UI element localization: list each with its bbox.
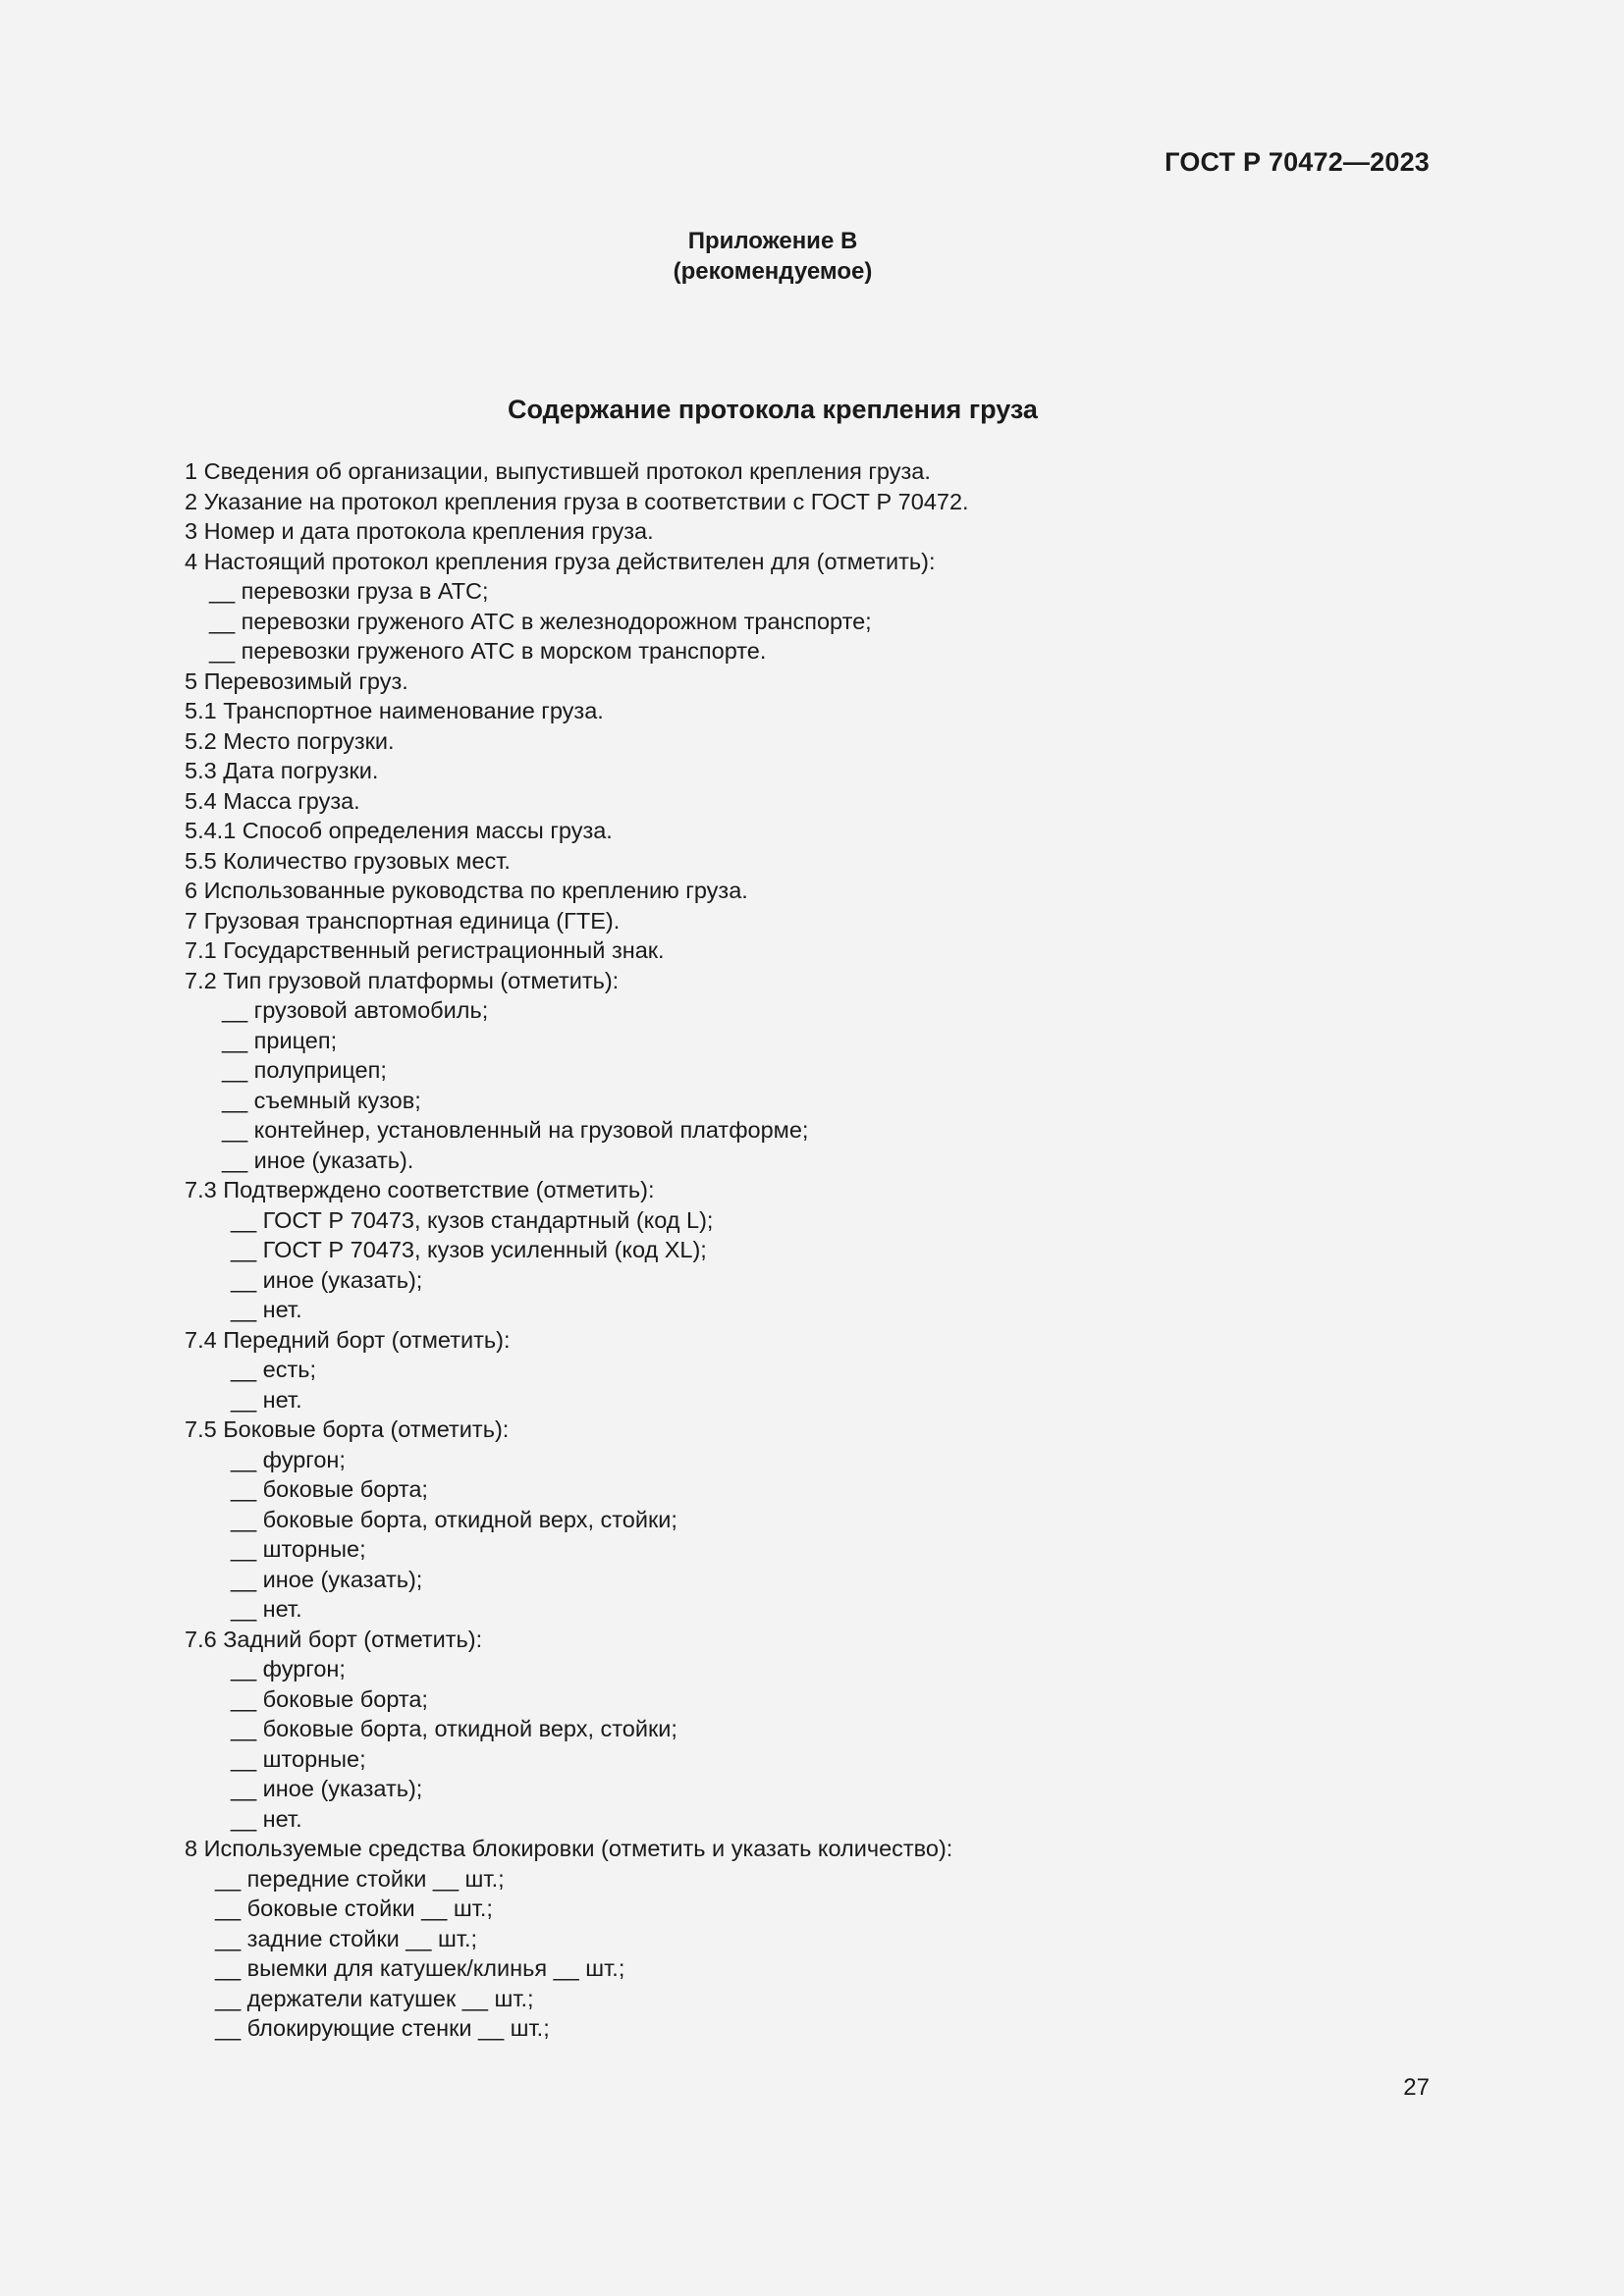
checkbox-option-item: __ нет. <box>231 1297 302 1322</box>
appendix-heading <box>0 226 1545 287</box>
checkbox-option-item: __ иное (указать). <box>222 1147 414 1173</box>
appendix-title: Приложение В <box>687 228 858 254</box>
checkbox-option-item: __ перевозки груженого АТС в железнодорожном транспорте; <box>209 608 872 634</box>
list-item: 7.3 Подтверждено соответствие (отметить): <box>185 1177 655 1202</box>
checkbox-option-item: __ ГОСТ Р 70473, кузов стандартный (код L); <box>231 1206 714 1233</box>
list-item: 7.5 Боковые борта (отметить): <box>185 1416 510 1442</box>
list-item: 5 Перевозимый груз. <box>185 667 408 694</box>
page-number: 27 <box>1403 2074 1430 2101</box>
checkbox-option-item: __ нет. <box>231 1596 302 1622</box>
list-item: 5.5 Количество грузовых мест. <box>185 847 511 874</box>
checkbox-option-item: __ боковые стойки __ шт.; <box>215 1896 493 1921</box>
checkbox-option-item: __ грузовой автомобиль; <box>222 997 489 1023</box>
checkbox-option-item: __ контейнер, установленный на грузовой платформе; <box>222 1117 809 1143</box>
checkbox-option-item: __ перевозки груза в АТС; <box>209 578 489 604</box>
checkbox-option-item: __ полуприцеп; <box>222 1057 387 1083</box>
list-item: 8 Используемые средства блокировки (отметить и указать количество): <box>185 1836 953 1861</box>
checkbox-option-item: __ иное (указать); <box>231 1566 423 1592</box>
checkbox-option-item: __ ГОСТ Р 70473, кузов усиленный (код XL); <box>231 1237 707 1262</box>
checkbox-option-item: __ иное (указать); <box>231 1776 423 1801</box>
checkbox-option-item: __ фургон; <box>231 1446 346 1472</box>
list-item: 2 Указание на протокол крепления груза в соответствии с ГОСТ Р 70472. <box>185 488 969 514</box>
list-item: 1 Сведения об организации, выпустившей протокол крепления груза. <box>185 458 931 484</box>
document-code: ГОСТ Р 70472—2023 <box>1164 147 1430 177</box>
list-item: 7.1 Государственный регистрационный знак. <box>185 937 665 963</box>
list-item: 5.3 Дата погрузки. <box>185 758 379 783</box>
checkbox-option-item: __ выемки для катушек/клинья __ шт.; <box>215 1955 625 1981</box>
list-item: 7.4 Передний борт (отметить): <box>185 1326 511 1353</box>
checkbox-option-item: __ боковые борта; <box>231 1685 428 1712</box>
checkbox-option-item: __ перевозки груженого АТС в морском транспорте. <box>209 638 767 664</box>
checkbox-option-item: __ фургон; <box>231 1656 346 1682</box>
list-item: 5.1 Транспортное наименование груза. <box>185 698 604 723</box>
checkbox-option-item: __ передние стойки __ шт.; <box>215 1865 505 1892</box>
list-item: 5.4.1 Способ определения массы груза. <box>185 818 613 843</box>
checkbox-option-item: __ иное (указать); <box>231 1266 423 1293</box>
list-item: 7 Грузовая транспортная единица (ГТЕ). <box>185 907 621 934</box>
content-list <box>185 456 1461 2044</box>
checkbox-option-item: __ нет. <box>231 1805 302 1832</box>
checkbox-option-item: __ нет. <box>231 1386 302 1413</box>
list-item: 6 Использованные руководства по креплению груза. <box>185 878 748 903</box>
list-item: 7.2 Тип грузовой платформы (отметить): <box>185 967 620 993</box>
list-item: 4 Настоящий протокол крепления груза действителен для (отметить): <box>185 548 936 574</box>
list-item: 7.6 Задний борт (отметить): <box>185 1626 483 1652</box>
checkbox-option-item: __ держатели катушек __ шт.; <box>215 1985 534 2011</box>
checkbox-option-item: __ задние стойки __ шт.; <box>215 1925 478 1951</box>
checkbox-option-item: __ съемный кузов; <box>222 1087 421 1113</box>
checkbox-option-item: __ блокирующие стенки __ шт.; <box>215 2015 550 2041</box>
checkbox-option-item: __ шторные; <box>231 1536 366 1562</box>
checkbox-option-item: __ шторные; <box>231 1745 366 1772</box>
section-title: Содержание протокола крепления груза <box>508 395 1038 424</box>
checkbox-option-item: __ есть; <box>231 1357 317 1382</box>
checkbox-option-item: __ боковые борта, откидной верх, стойки; <box>231 1716 677 1741</box>
list-item: 3 Номер и дата протокола крепления груза. <box>185 518 654 544</box>
checkbox-option-item: __ прицеп; <box>222 1027 338 1053</box>
list-item: 5.4 Масса груза. <box>185 787 360 814</box>
checkbox-option-item: __ боковые борта, откидной верх, стойки; <box>231 1506 677 1532</box>
checkbox-option-item: __ боковые борта; <box>231 1476 428 1502</box>
list-item: 5.2 Место погрузки. <box>185 727 395 754</box>
appendix-status: (рекомендуемое) <box>673 258 873 285</box>
